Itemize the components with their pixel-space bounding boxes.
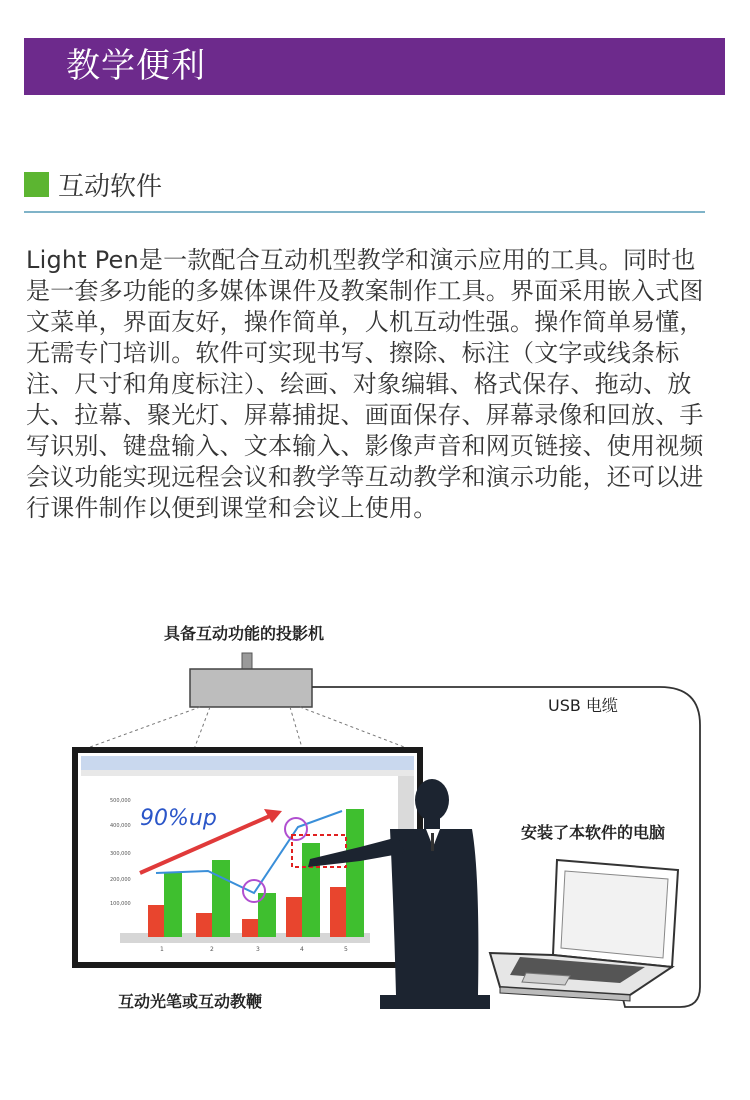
software-menubar <box>81 770 414 776</box>
x-tick-1: 1 <box>160 946 164 953</box>
bar-red-3 <box>242 919 258 937</box>
software-toolbar <box>81 756 414 770</box>
body-paragraph: Light Pen是一款配合互动机型教学和演示应用的工具。同时也是一套多功能的多媒体课件及教案制作工具。界面采用嵌入式图文菜单，界面友好，操作简单，人机互动性强。操作简单易懂，无需专门培训。软件可实现书写、擦除、标注（文字或线条标注、尺寸和角度标注）、绘画、对象编辑、格式保存、拖动、放大、拉幕、聚光灯、屏幕捕捉、画面保存、屏幕录像和回放、手写识别、键盘输入、文本输入、影像声音和网页链接、使用视频会议功能实现远程会议和教学等互动教学和演示功能，还可以进行课件制作以便到课堂和会议上使用。 <box>26 246 704 522</box>
section-title: 互动软件 <box>58 171 163 202</box>
bar-green-5 <box>346 809 364 937</box>
bar-green-2 <box>212 860 230 937</box>
projector-icon <box>190 669 312 707</box>
section-heading <box>24 166 162 202</box>
bar-green-4 <box>302 843 320 937</box>
y-tick-300000: 300,000 <box>110 851 131 857</box>
section-divider <box>24 211 705 213</box>
usb-cable-label: USB 电缆 <box>548 696 618 715</box>
beam-right <box>300 707 412 750</box>
computer-label: 安装了本软件的电脑 <box>521 823 666 842</box>
illustration <box>60 615 720 1025</box>
bar-red-1 <box>148 905 164 937</box>
bar-red-5 <box>330 887 346 937</box>
y-tick-200000: 200,000 <box>110 877 131 883</box>
bar-red-2 <box>196 913 212 937</box>
y-tick-400000: 400,000 <box>110 823 131 829</box>
presenter-tie <box>431 833 434 851</box>
laptop-icon <box>490 860 678 1001</box>
x-tick-2: 2 <box>210 946 214 953</box>
section-square-icon <box>24 172 49 197</box>
x-tick-5: 5 <box>344 946 348 953</box>
projector-label: 具备互动功能的投影机 <box>164 624 325 643</box>
x-tick-4: 4 <box>300 946 304 953</box>
y-tick-100000: 100,000 <box>110 901 131 907</box>
pen-label: 互动光笔或互动教鞭 <box>118 992 263 1011</box>
banner <box>24 38 725 95</box>
y-tick-500000: 500,000 <box>110 798 131 804</box>
beam-left <box>82 707 200 750</box>
projector-mount <box>242 653 252 669</box>
banner-title: 教学便利 <box>66 46 206 86</box>
x-tick-3: 3 <box>256 946 260 953</box>
bar-red-4 <box>286 897 302 937</box>
handwriting-text: 90%up <box>140 806 217 831</box>
bar-green-1 <box>164 873 182 937</box>
